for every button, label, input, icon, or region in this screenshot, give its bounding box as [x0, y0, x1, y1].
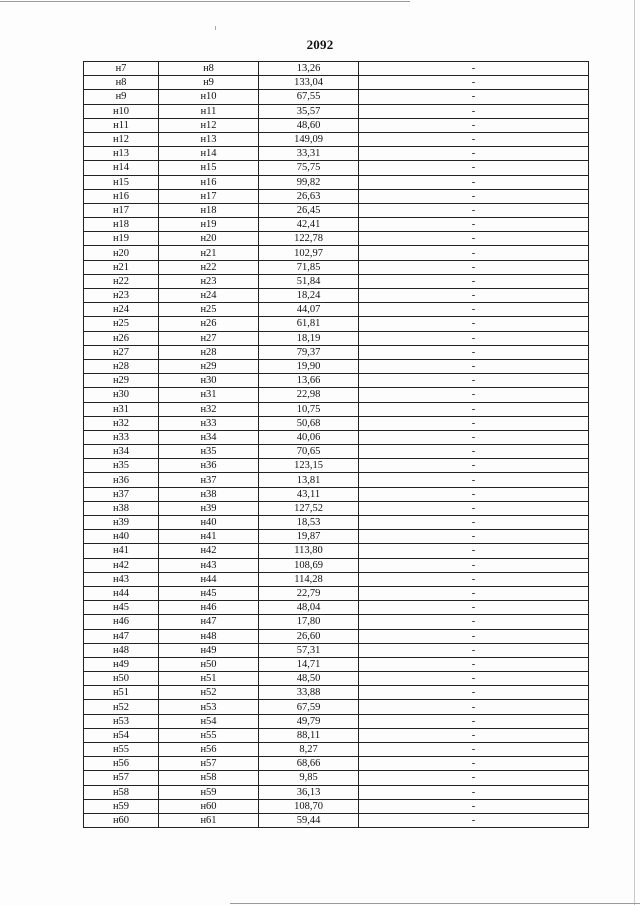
cell-length: 67,55	[259, 90, 359, 104]
cell-from-point: н28	[84, 359, 159, 373]
cell-length: 36,13	[259, 785, 359, 799]
cell-length: 26,60	[259, 629, 359, 643]
table-row	[84, 104, 589, 118]
cell-to-point: н9	[159, 76, 259, 90]
cell-length: 35,57	[259, 104, 359, 118]
table-row	[84, 62, 589, 76]
cell-note: -	[359, 686, 589, 700]
cell-length: 18,24	[259, 289, 359, 303]
cell-to-point: н52	[159, 686, 259, 700]
cell-length: 22,79	[259, 586, 359, 600]
cell-from-point: н44	[84, 586, 159, 600]
cell-to-point: н54	[159, 714, 259, 728]
cell-from-point: н48	[84, 643, 159, 657]
cell-length: 22,98	[259, 388, 359, 402]
table-row	[84, 657, 589, 671]
cell-note: -	[359, 785, 589, 799]
table-row	[84, 246, 589, 260]
cell-note: -	[359, 203, 589, 217]
cell-length: 48,60	[259, 118, 359, 132]
table-row	[84, 445, 589, 459]
cell-to-point: н51	[159, 672, 259, 686]
cell-to-point: н11	[159, 104, 259, 118]
cell-to-point: н60	[159, 799, 259, 813]
table-row	[84, 274, 589, 288]
cell-note: -	[359, 459, 589, 473]
cell-note: -	[359, 189, 589, 203]
cell-from-point: н40	[84, 530, 159, 544]
cell-length: 8,27	[259, 743, 359, 757]
cell-note: -	[359, 430, 589, 444]
cell-to-point: н8	[159, 62, 259, 76]
cell-to-point: н58	[159, 771, 259, 785]
cell-from-point: н56	[84, 757, 159, 771]
cell-to-point: н13	[159, 132, 259, 146]
cell-note: -	[359, 714, 589, 728]
table-row	[84, 416, 589, 430]
cell-from-point: н60	[84, 813, 159, 827]
table-row	[84, 359, 589, 373]
cell-note: -	[359, 331, 589, 345]
cell-from-point: н54	[84, 728, 159, 742]
cell-from-point: н37	[84, 487, 159, 501]
cell-to-point: н40	[159, 516, 259, 530]
cell-to-point: н29	[159, 359, 259, 373]
cell-length: 51,84	[259, 274, 359, 288]
cell-to-point: н33	[159, 416, 259, 430]
table-row	[84, 487, 589, 501]
table-row	[84, 345, 589, 359]
table-row	[84, 459, 589, 473]
cell-from-point: н57	[84, 771, 159, 785]
cell-length: 48,04	[259, 601, 359, 615]
cell-length: 50,68	[259, 416, 359, 430]
cell-length: 108,70	[259, 799, 359, 813]
table-row	[84, 757, 589, 771]
cell-length: 40,06	[259, 430, 359, 444]
cell-length: 113,80	[259, 544, 359, 558]
cell-from-point: н23	[84, 289, 159, 303]
cell-to-point: н20	[159, 232, 259, 246]
cell-to-point: н35	[159, 445, 259, 459]
cell-from-point: н22	[84, 274, 159, 288]
cell-to-point: н19	[159, 218, 259, 232]
cell-from-point: н18	[84, 218, 159, 232]
cell-length: 13,81	[259, 473, 359, 487]
cell-length: 70,65	[259, 445, 359, 459]
cell-to-point: н22	[159, 260, 259, 274]
cell-note: -	[359, 530, 589, 544]
cell-length: 26,63	[259, 189, 359, 203]
cell-length: 61,81	[259, 317, 359, 331]
cell-from-point: н38	[84, 501, 159, 515]
cell-to-point: н61	[159, 813, 259, 827]
table-row	[84, 132, 589, 146]
cell-from-point: н45	[84, 601, 159, 615]
cell-note: -	[359, 118, 589, 132]
cell-note: -	[359, 289, 589, 303]
cell-note: -	[359, 345, 589, 359]
cell-from-point: н7	[84, 62, 159, 76]
cell-to-point: н12	[159, 118, 259, 132]
table-row	[84, 799, 589, 813]
cell-from-point: н52	[84, 700, 159, 714]
cell-length: 13,26	[259, 62, 359, 76]
cell-note: -	[359, 260, 589, 274]
cell-from-point: н20	[84, 246, 159, 260]
table-row	[84, 700, 589, 714]
table-row	[84, 558, 589, 572]
table-row	[84, 572, 589, 586]
cell-to-point: н31	[159, 388, 259, 402]
cell-to-point: н59	[159, 785, 259, 799]
cell-note: -	[359, 76, 589, 90]
cell-to-point: н24	[159, 289, 259, 303]
cell-length: 127,52	[259, 501, 359, 515]
cell-from-point: н15	[84, 175, 159, 189]
cell-from-point: н51	[84, 686, 159, 700]
cell-note: -	[359, 643, 589, 657]
table-row	[84, 615, 589, 629]
cell-to-point: н30	[159, 374, 259, 388]
cell-note: -	[359, 218, 589, 232]
cell-note: -	[359, 799, 589, 813]
table-row	[84, 629, 589, 643]
cell-length: 99,82	[259, 175, 359, 189]
cell-from-point: н47	[84, 629, 159, 643]
cell-note: -	[359, 757, 589, 771]
cell-to-point: н53	[159, 700, 259, 714]
cell-to-point: н39	[159, 501, 259, 515]
cell-note: -	[359, 700, 589, 714]
cell-to-point: н25	[159, 303, 259, 317]
table-row	[84, 317, 589, 331]
cell-note: -	[359, 317, 589, 331]
cell-from-point: н34	[84, 445, 159, 459]
table-row	[84, 289, 589, 303]
table-row	[84, 728, 589, 742]
table-row	[84, 388, 589, 402]
cell-length: 102,97	[259, 246, 359, 260]
cell-length: 18,19	[259, 331, 359, 345]
cell-to-point: н42	[159, 544, 259, 558]
cell-note: -	[359, 728, 589, 742]
table-row	[84, 118, 589, 132]
cell-length: 59,44	[259, 813, 359, 827]
cell-length: 67,59	[259, 700, 359, 714]
cell-length: 13,66	[259, 374, 359, 388]
cell-to-point: н16	[159, 175, 259, 189]
cell-to-point: н14	[159, 147, 259, 161]
cell-length: 75,75	[259, 161, 359, 175]
cell-from-point: н39	[84, 516, 159, 530]
table-row	[84, 544, 589, 558]
cell-note: -	[359, 232, 589, 246]
cell-from-point: н46	[84, 615, 159, 629]
cell-to-point: н17	[159, 189, 259, 203]
table-row	[84, 586, 589, 600]
cell-to-point: н45	[159, 586, 259, 600]
cell-length: 43,11	[259, 487, 359, 501]
cell-from-point: н17	[84, 203, 159, 217]
table-body	[84, 62, 589, 828]
table-row	[84, 161, 589, 175]
table-row	[84, 501, 589, 515]
table-row	[84, 260, 589, 274]
cell-length: 19,87	[259, 530, 359, 544]
table-row	[84, 601, 589, 615]
table-row	[84, 430, 589, 444]
cell-note: -	[359, 161, 589, 175]
table-row	[84, 175, 589, 189]
cell-length: 44,07	[259, 303, 359, 317]
cell-note: -	[359, 359, 589, 373]
cell-from-point: н24	[84, 303, 159, 317]
cell-note: -	[359, 147, 589, 161]
cell-from-point: н25	[84, 317, 159, 331]
cell-note: -	[359, 672, 589, 686]
table-row	[84, 147, 589, 161]
cell-note: -	[359, 388, 589, 402]
cell-note: -	[359, 303, 589, 317]
table-row	[84, 643, 589, 657]
cell-from-point: н55	[84, 743, 159, 757]
cell-length: 68,66	[259, 757, 359, 771]
cell-from-point: н27	[84, 345, 159, 359]
table-row	[84, 203, 589, 217]
cell-to-point: н32	[159, 402, 259, 416]
cell-to-point: н26	[159, 317, 259, 331]
cell-to-point: н37	[159, 473, 259, 487]
cell-note: -	[359, 175, 589, 189]
cell-from-point: н11	[84, 118, 159, 132]
cell-from-point: н35	[84, 459, 159, 473]
cell-from-point: н50	[84, 672, 159, 686]
cell-to-point: н55	[159, 728, 259, 742]
cell-length: 10,75	[259, 402, 359, 416]
cell-note: -	[359, 743, 589, 757]
cell-note: -	[359, 274, 589, 288]
cell-note: -	[359, 558, 589, 572]
table-row	[84, 714, 589, 728]
cell-note: -	[359, 445, 589, 459]
boundary-segments-table	[83, 61, 589, 828]
cell-to-point: н27	[159, 331, 259, 345]
table-row	[84, 516, 589, 530]
table-row	[84, 374, 589, 388]
cell-from-point: н58	[84, 785, 159, 799]
cell-to-point: н36	[159, 459, 259, 473]
table-row	[84, 76, 589, 90]
table-row	[84, 686, 589, 700]
cell-length: 14,71	[259, 657, 359, 671]
cell-from-point: н30	[84, 388, 159, 402]
cell-note: -	[359, 374, 589, 388]
cell-length: 114,28	[259, 572, 359, 586]
cell-length: 133,04	[259, 76, 359, 90]
cell-from-point: н26	[84, 331, 159, 345]
cell-from-point: н33	[84, 430, 159, 444]
scan-border-bottom	[230, 903, 640, 904]
cell-note: -	[359, 90, 589, 104]
cell-length: 42,41	[259, 218, 359, 232]
cell-note: -	[359, 516, 589, 530]
table-row	[84, 402, 589, 416]
table-row	[84, 473, 589, 487]
scan-border-right	[634, 0, 635, 905]
cell-to-point: н21	[159, 246, 259, 260]
table-row	[84, 218, 589, 232]
cell-length: 18,53	[259, 516, 359, 530]
cell-length: 49,79	[259, 714, 359, 728]
cell-length: 26,45	[259, 203, 359, 217]
cell-from-point: н32	[84, 416, 159, 430]
cell-to-point: н38	[159, 487, 259, 501]
cell-from-point: н53	[84, 714, 159, 728]
cell-note: -	[359, 544, 589, 558]
page-number: 2092	[306, 37, 334, 52]
cell-note: -	[359, 62, 589, 76]
cell-note: -	[359, 813, 589, 827]
cell-to-point: н50	[159, 657, 259, 671]
cell-length: 9,85	[259, 771, 359, 785]
cell-from-point: н36	[84, 473, 159, 487]
cell-length: 33,31	[259, 147, 359, 161]
cell-note: -	[359, 132, 589, 146]
cell-length: 33,88	[259, 686, 359, 700]
cell-from-point: н14	[84, 161, 159, 175]
table-row	[84, 743, 589, 757]
cell-note: -	[359, 416, 589, 430]
cell-note: -	[359, 657, 589, 671]
table-row	[84, 785, 589, 799]
cell-from-point: н16	[84, 189, 159, 203]
table-row	[84, 331, 589, 345]
cell-note: -	[359, 601, 589, 615]
cell-length: 88,11	[259, 728, 359, 742]
cell-from-point: н8	[84, 76, 159, 90]
cell-length: 17,80	[259, 615, 359, 629]
cell-to-point: н46	[159, 601, 259, 615]
cell-to-point: н34	[159, 430, 259, 444]
cell-to-point: н57	[159, 757, 259, 771]
cell-length: 71,85	[259, 260, 359, 274]
table-row	[84, 813, 589, 827]
table-row	[84, 232, 589, 246]
cell-to-point: н10	[159, 90, 259, 104]
cell-from-point: н41	[84, 544, 159, 558]
cell-to-point: н18	[159, 203, 259, 217]
cell-to-point: н56	[159, 743, 259, 757]
cell-note: -	[359, 473, 589, 487]
cell-to-point: н23	[159, 274, 259, 288]
cell-to-point: н28	[159, 345, 259, 359]
table-row	[84, 303, 589, 317]
cell-from-point: н13	[84, 147, 159, 161]
scan-border-top	[0, 1, 410, 2]
cell-from-point: н10	[84, 104, 159, 118]
cell-note: -	[359, 501, 589, 515]
cell-to-point: н48	[159, 629, 259, 643]
cell-to-point: н47	[159, 615, 259, 629]
cell-note: -	[359, 629, 589, 643]
cell-length: 149,09	[259, 132, 359, 146]
cell-note: -	[359, 615, 589, 629]
cell-length: 57,31	[259, 643, 359, 657]
cell-note: -	[359, 487, 589, 501]
cell-from-point: н12	[84, 132, 159, 146]
cell-length: 79,37	[259, 345, 359, 359]
cell-from-point: н42	[84, 558, 159, 572]
cell-to-point: н43	[159, 558, 259, 572]
cell-from-point: н43	[84, 572, 159, 586]
table-row	[84, 90, 589, 104]
cell-from-point: н29	[84, 374, 159, 388]
table-row	[84, 189, 589, 203]
cell-length: 19,90	[259, 359, 359, 373]
cell-length: 123,15	[259, 459, 359, 473]
cell-note: -	[359, 402, 589, 416]
cell-length: 48,50	[259, 672, 359, 686]
cell-note: -	[359, 572, 589, 586]
cell-length: 108,69	[259, 558, 359, 572]
table-row	[84, 530, 589, 544]
cell-from-point: н9	[84, 90, 159, 104]
cell-from-point: н19	[84, 232, 159, 246]
cell-from-point: н49	[84, 657, 159, 671]
cell-from-point: н21	[84, 260, 159, 274]
table-row	[84, 672, 589, 686]
table-row	[84, 771, 589, 785]
cell-from-point: н31	[84, 402, 159, 416]
cell-note: -	[359, 771, 589, 785]
cell-to-point: н41	[159, 530, 259, 544]
cell-note: -	[359, 104, 589, 118]
cell-to-point: н44	[159, 572, 259, 586]
cell-to-point: н49	[159, 643, 259, 657]
scan-speck	[215, 26, 216, 30]
cell-length: 122,78	[259, 232, 359, 246]
cell-from-point: н59	[84, 799, 159, 813]
cell-to-point: н15	[159, 161, 259, 175]
cell-note: -	[359, 586, 589, 600]
cell-note: -	[359, 246, 589, 260]
